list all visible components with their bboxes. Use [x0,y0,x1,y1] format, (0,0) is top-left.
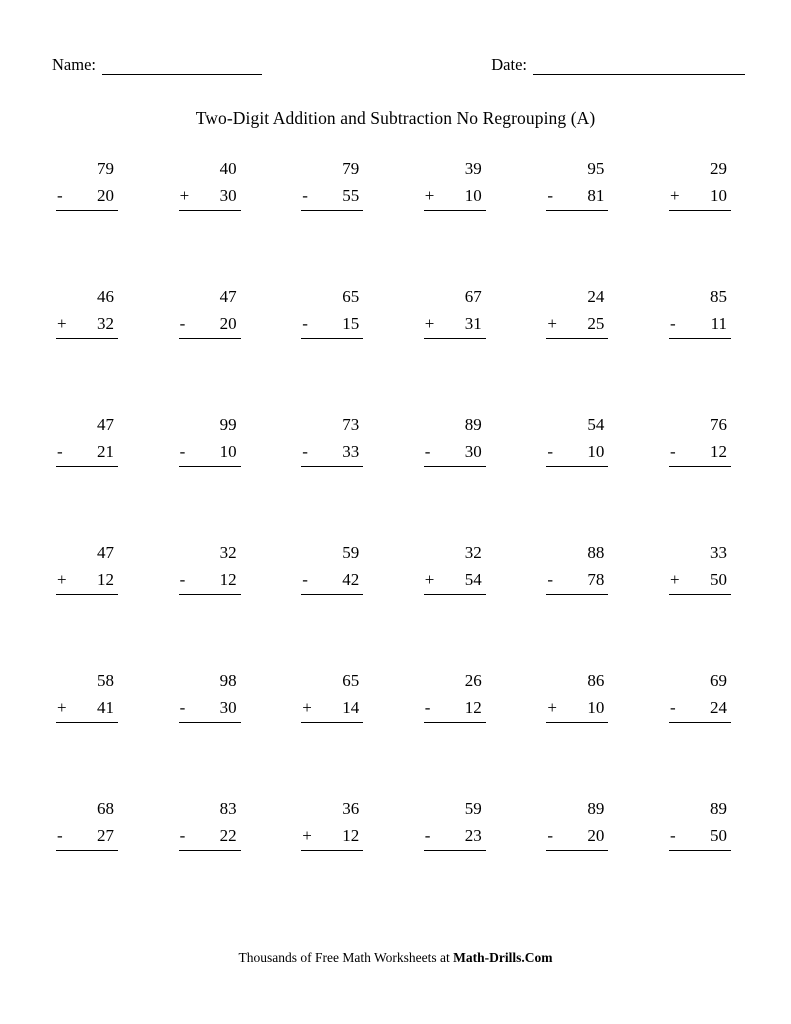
problem-top-number: 59 [464,799,482,818]
problem-operator: + [179,186,190,205]
problem-top-number: 65 [342,671,360,690]
problem-cell [412,795,498,923]
problem-bottom-row [179,822,241,851]
problem-bottom-row [424,566,486,595]
problem-bottom-number: 10 [587,442,605,461]
problem-operator: + [547,314,557,333]
problem-bottom-row [179,438,241,467]
problem-bottom-number: 15 [342,314,360,333]
problem-bottom-number: 20 [587,826,605,845]
problem [546,283,608,339]
problem-bottom-row [301,438,363,467]
problem-bottom-number: 12 [219,570,237,589]
problem-cell [167,411,253,539]
footer-text: Thousands of Free Math Worksheets at [238,950,454,965]
problem-cell [44,155,130,283]
problem-operator: - [57,442,63,461]
problem [424,667,486,723]
problem-bottom-number: 32 [97,314,114,333]
problem-bottom-number: 10 [587,698,605,717]
problem-bottom-number: 23 [464,826,482,845]
problem-bottom-number: 27 [97,826,114,845]
problem [669,795,731,851]
problem [301,539,363,595]
problem-operator: + [57,698,67,717]
problem [424,795,486,851]
problem-bottom-number: 10 [219,442,237,461]
problem-bottom-number: 30 [464,442,482,461]
problem [56,539,118,595]
problem [56,667,118,723]
problem-bottom-number: 24 [709,698,727,717]
problem-top-number: 33 [709,543,727,562]
problem-operator: - [669,826,676,845]
problem-top-number: 65 [342,287,360,306]
worksheet-title: Two-Digit Addition and Subtraction No Regrouping (A) [195,108,596,128]
problem-top-number: 32 [219,543,237,562]
problem-cell [289,795,375,923]
problem [301,283,363,339]
problem-cell [412,155,498,283]
worksheet-header [0,0,791,75]
problem-top-number: 36 [342,799,360,818]
problem-cell [657,283,743,411]
worksheet-footer [0,950,791,966]
problem-bottom-number: 78 [587,570,605,589]
problem-bottom-number: 10 [709,186,727,205]
problem [669,411,731,467]
date-field[interactable] [491,55,745,75]
problem [179,283,241,339]
problem-bottom-number: 12 [709,442,727,461]
problem [179,411,241,467]
problem [179,539,241,595]
problem-operator: - [424,442,431,461]
problem-top-number: 40 [219,159,237,178]
problem-cell [534,411,620,539]
problem-bottom-row [301,182,363,211]
problem-bottom-number: 12 [97,570,114,589]
problem-top-number: 47 [97,415,114,434]
problem-top-number: 85 [709,287,727,306]
problem-top-number: 29 [709,159,727,178]
problem-operator: - [179,442,186,461]
problem [546,795,608,851]
problem-cell [534,283,620,411]
problem-bottom-number: 25 [587,314,605,333]
problem-cell [657,539,743,667]
problem-bottom-row [546,822,608,851]
problem-operator: + [302,698,312,717]
problem [669,667,731,723]
problem-cell [412,411,498,539]
problem-bottom-number: 30 [219,186,237,205]
problem [179,155,241,211]
problem-operator: - [302,570,308,589]
problem-row [44,283,743,411]
problem-cell [44,539,130,667]
problem-cell [44,667,130,795]
problem-bottom-row [301,822,363,851]
problem-bottom-number: 11 [710,314,727,333]
problem-cell [44,411,130,539]
problem [669,155,731,211]
problem-cell [534,539,620,667]
problem-bottom-row [301,310,363,339]
problem-top-number: 26 [464,671,482,690]
problem-top-number: 46 [97,287,114,306]
problem-cell [412,539,498,667]
problem-bottom-row [669,310,731,339]
problem-operator: + [669,186,680,205]
problem-operator: + [57,570,67,589]
problem-top-number: 32 [464,543,482,562]
problem-bottom-row [56,566,118,595]
problem-bottom-number: 33 [342,442,360,461]
problem-operator: - [57,186,63,205]
problem-cell [167,539,253,667]
problem-bottom-row [179,182,241,211]
problem-cell [657,411,743,539]
problem-bottom-number: 81 [587,186,605,205]
problem-top-number: 86 [587,671,605,690]
problem-top-number: 79 [342,159,360,178]
problem-cell [44,283,130,411]
problem [546,155,608,211]
problem-bottom-number: 50 [709,826,727,845]
problem-bottom-number: 20 [97,186,114,205]
problem [546,667,608,723]
name-input-line[interactable] [102,59,262,75]
problem-bottom-row [179,310,241,339]
problem-bottom-row [179,694,241,723]
problem-top-number: 47 [219,287,237,306]
problem-top-number: 89 [709,799,727,818]
problem-row [44,539,743,667]
problem [179,667,241,723]
footer-brand: Math-Drills.Com [453,950,553,965]
problem-row [44,411,743,539]
problem-top-number: 68 [97,799,114,818]
problem-top-number: 47 [97,543,114,562]
problem-bottom-number: 12 [464,698,482,717]
problem [546,539,608,595]
problem-bottom-row [424,182,486,211]
problem-operator: + [424,186,435,205]
problem-cell [534,667,620,795]
problem-top-number: 95 [587,159,605,178]
problem-operator: - [669,698,676,717]
problem-top-number: 79 [97,159,114,178]
problem-cell [167,795,253,923]
problem [56,795,118,851]
problem-cell [289,155,375,283]
problem [546,411,608,467]
problem [424,411,486,467]
problem-cell [657,795,743,923]
problem [424,155,486,211]
problem-bottom-row [669,182,731,211]
problem-bottom-number: 21 [97,442,114,461]
problem-operator: + [57,314,67,333]
problem-bottom-row [546,438,608,467]
problem-top-number: 69 [709,671,727,690]
problem-cell [167,667,253,795]
problem-cell [412,667,498,795]
problem-operator: + [424,314,435,333]
problem-bottom-number: 12 [342,826,360,845]
problem-row [44,155,743,283]
problem [56,155,118,211]
problem-bottom-number: 54 [464,570,482,589]
problem [301,795,363,851]
problem-operator: - [547,442,554,461]
problem-row [44,795,743,923]
problem-operator: + [424,570,435,589]
problem-bottom-number: 30 [219,698,237,717]
problem-operator: - [669,314,676,333]
problem-bottom-number: 41 [97,698,114,717]
problem-bottom-row [56,694,118,723]
problem-row [44,667,743,795]
problem-operator: - [547,570,554,589]
problem-bottom-row [424,822,486,851]
name-label: Name: [52,55,96,74]
problem-bottom-number: 22 [219,826,237,845]
problem-cell [657,155,743,283]
problem-operator: - [424,698,431,717]
problem-operator: - [547,826,554,845]
problem-top-number: 88 [587,543,605,562]
problem-top-number: 24 [587,287,605,306]
problem-bottom-row [669,822,731,851]
problem [56,283,118,339]
problem-cell [657,667,743,795]
problem-grid [0,155,791,923]
problem-top-number: 83 [219,799,237,818]
problem-cell [289,411,375,539]
problem [669,283,731,339]
problem-operator: - [302,186,308,205]
problem-top-number: 67 [464,287,482,306]
problem [301,155,363,211]
problem [424,539,486,595]
problem-cell [412,283,498,411]
date-label: Date: [491,55,527,74]
problem-bottom-row [424,310,486,339]
problem-top-number: 99 [219,415,237,434]
problem-cell [289,539,375,667]
problem-top-number: 73 [342,415,360,434]
problem [56,411,118,467]
problem-operator: - [179,570,186,589]
problem-top-number: 98 [219,671,237,690]
problem-bottom-row [56,182,118,211]
problem-bottom-row [669,566,731,595]
problem-top-number: 89 [464,415,482,434]
problem-bottom-row [669,694,731,723]
date-input-line[interactable] [533,59,745,75]
problem-bottom-row [301,566,363,595]
problem-top-number: 58 [97,671,114,690]
problem-bottom-row [56,310,118,339]
problem-top-number: 39 [464,159,482,178]
problem-bottom-row [301,694,363,723]
problem-top-number: 89 [587,799,605,818]
problem-bottom-number: 55 [342,186,360,205]
problem [179,795,241,851]
name-field[interactable] [52,55,262,75]
problem-bottom-row [546,182,608,211]
problem [669,539,731,595]
problem-top-number: 59 [342,543,360,562]
problem-operator: + [669,570,680,589]
problem-cell [534,795,620,923]
problem-bottom-number: 20 [219,314,237,333]
problem-bottom-number: 31 [464,314,482,333]
problem-cell [534,155,620,283]
problem-bottom-row [56,438,118,467]
problem-operator: - [302,314,308,333]
problem [301,411,363,467]
problem-top-number: 76 [709,415,727,434]
problem-bottom-number: 50 [709,570,727,589]
problem-bottom-row [56,822,118,851]
problem-operator: - [424,826,431,845]
problem-bottom-row [179,566,241,595]
problem-operator: - [179,314,186,333]
problem-bottom-row [546,310,608,339]
problem-bottom-row [424,438,486,467]
problem-cell [289,667,375,795]
problem [301,667,363,723]
problem-cell [167,283,253,411]
problem-bottom-row [546,566,608,595]
problem-bottom-row [546,694,608,723]
problem-operator: - [179,698,186,717]
problem-operator: - [57,826,63,845]
problem-operator: - [302,442,308,461]
problem-bottom-row [669,438,731,467]
problem-cell [289,283,375,411]
problem-operator: + [547,698,557,717]
problem-top-number: 54 [587,415,605,434]
problem-operator: - [669,442,676,461]
problem-bottom-number: 10 [464,186,482,205]
problem-operator: - [547,186,554,205]
problem-bottom-number: 14 [342,698,360,717]
problem [424,283,486,339]
problem-bottom-number: 42 [342,570,360,589]
problem-cell [44,795,130,923]
problem-cell [167,155,253,283]
problem-operator: - [179,826,186,845]
problem-bottom-row [424,694,486,723]
problem-operator: + [302,826,312,845]
